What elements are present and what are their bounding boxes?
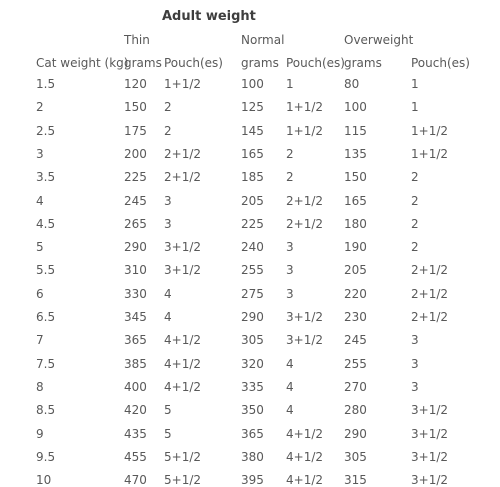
overweight-pouches-cell: 2+1/2: [411, 287, 449, 301]
thin-pouches-cell: 4+1/2: [164, 380, 202, 394]
thin-pouches-cell: 2+1/2: [164, 147, 202, 161]
header-cat-weight: Cat weight (kg): [36, 56, 129, 70]
normal-pouches-cell: 1: [286, 77, 294, 91]
normal-grams-cell: 145: [241, 124, 264, 138]
overweight-pouches-cell: 1+1/2: [411, 124, 449, 138]
table-title: Adult weight: [162, 9, 256, 24]
overweight-pouches-cell: 2: [411, 217, 419, 231]
overweight-pouches-cell: 2: [411, 194, 419, 208]
cat-weight-cell: 2.5: [36, 124, 56, 138]
thin-grams-cell: 225: [124, 170, 147, 184]
cat-weight-cell: 6: [36, 287, 44, 301]
overweight-grams-cell: 80: [344, 77, 360, 91]
normal-pouches-cell: 3: [286, 240, 294, 254]
group-header-normal: Normal: [241, 33, 285, 47]
thin-grams-cell: 455: [124, 450, 147, 464]
normal-grams-cell: 275: [241, 287, 264, 301]
thin-grams-cell: 400: [124, 380, 147, 394]
thin-grams-cell: 345: [124, 310, 147, 324]
thin-pouches-cell: 4+1/2: [164, 333, 202, 347]
thin-grams-cell: 330: [124, 287, 147, 301]
normal-grams-cell: 240: [241, 240, 264, 254]
thin-pouches-cell: 2: [164, 124, 172, 138]
thin-grams-cell: 245: [124, 194, 147, 208]
thin-pouches-cell: 5+1/2: [164, 473, 202, 487]
normal-pouches-cell: 3: [286, 263, 294, 277]
normal-pouches-cell: 4+1/2: [286, 450, 324, 464]
overweight-grams-cell: 205: [344, 263, 367, 277]
header-overweight-pouches: Pouch(es): [411, 56, 470, 70]
normal-pouches-cell: 4: [286, 357, 294, 371]
cat-weight-cell: 3: [36, 147, 44, 161]
overweight-grams-cell: 180: [344, 217, 367, 231]
normal-pouches-cell: 2: [286, 170, 294, 184]
thin-grams-cell: 150: [124, 100, 147, 114]
normal-grams-cell: 305: [241, 333, 264, 347]
overweight-grams-cell: 315: [344, 473, 367, 487]
thin-grams-cell: 435: [124, 427, 147, 441]
thin-grams-cell: 120: [124, 77, 147, 91]
cat-weight-cell: 7: [36, 333, 44, 347]
cat-weight-cell: 5.5: [36, 263, 56, 277]
cat-weight-cell: 6.5: [36, 310, 56, 324]
overweight-grams-cell: 190: [344, 240, 367, 254]
thin-grams-cell: 420: [124, 403, 147, 417]
normal-grams-cell: 205: [241, 194, 264, 208]
overweight-pouches-cell: 3: [411, 380, 419, 394]
normal-pouches-cell: 2+1/2: [286, 194, 324, 208]
overweight-grams-cell: 220: [344, 287, 367, 301]
normal-grams-cell: 125: [241, 100, 264, 114]
normal-pouches-cell: 3: [286, 287, 294, 301]
normal-grams-cell: 290: [241, 310, 264, 324]
thin-grams-cell: 365: [124, 333, 147, 347]
normal-pouches-cell: 2+1/2: [286, 217, 324, 231]
thin-grams-cell: 290: [124, 240, 147, 254]
normal-grams-cell: 350: [241, 403, 264, 417]
overweight-pouches-cell: 3+1/2: [411, 427, 449, 441]
overweight-pouches-cell: 2+1/2: [411, 310, 449, 324]
thin-pouches-cell: 3+1/2: [164, 240, 202, 254]
overweight-pouches-cell: 3+1/2: [411, 473, 449, 487]
thin-pouches-cell: 2: [164, 100, 172, 114]
overweight-grams-cell: 290: [344, 427, 367, 441]
normal-grams-cell: 380: [241, 450, 264, 464]
normal-grams-cell: 395: [241, 473, 264, 487]
thin-grams-cell: 175: [124, 124, 147, 138]
cat-weight-cell: 3.5: [36, 170, 56, 184]
thin-grams-cell: 265: [124, 217, 147, 231]
normal-pouches-cell: 1+1/2: [286, 124, 324, 138]
normal-grams-cell: 185: [241, 170, 264, 184]
normal-pouches-cell: 2: [286, 147, 294, 161]
overweight-pouches-cell: 1+1/2: [411, 147, 449, 161]
overweight-pouches-cell: 3+1/2: [411, 403, 449, 417]
overweight-pouches-cell: 2: [411, 170, 419, 184]
normal-grams-cell: 365: [241, 427, 264, 441]
header-normal-pouches: Pouch(es): [286, 56, 345, 70]
normal-pouches-cell: 4+1/2: [286, 473, 324, 487]
overweight-grams-cell: 270: [344, 380, 367, 394]
overweight-pouches-cell: 3: [411, 333, 419, 347]
cat-weight-cell: 4: [36, 194, 44, 208]
thin-pouches-cell: 3: [164, 217, 172, 231]
thin-grams-cell: 470: [124, 473, 147, 487]
cat-weight-cell: 7.5: [36, 357, 56, 371]
normal-pouches-cell: 4: [286, 380, 294, 394]
normal-pouches-cell: 3+1/2: [286, 333, 324, 347]
group-header-overweight: Overweight: [344, 33, 414, 47]
overweight-grams-cell: 245: [344, 333, 367, 347]
cat-weight-cell: 4.5: [36, 217, 56, 231]
cat-weight-cell: 2: [36, 100, 44, 114]
thin-pouches-cell: 5: [164, 427, 172, 441]
cat-weight-cell: 8.5: [36, 403, 56, 417]
normal-grams-cell: 165: [241, 147, 264, 161]
overweight-grams-cell: 255: [344, 357, 367, 371]
overweight-grams-cell: 165: [344, 194, 367, 208]
cat-weight-cell: 8: [36, 380, 44, 394]
cat-weight-cell: 9: [36, 427, 44, 441]
overweight-pouches-cell: 1: [411, 100, 419, 114]
normal-pouches-cell: 4+1/2: [286, 427, 324, 441]
cat-weight-cell: 10: [36, 473, 52, 487]
thin-grams-cell: 385: [124, 357, 147, 371]
thin-pouches-cell: 3+1/2: [164, 263, 202, 277]
normal-grams-cell: 100: [241, 77, 264, 91]
thin-pouches-cell: 2+1/2: [164, 170, 202, 184]
thin-pouches-cell: 3: [164, 194, 172, 208]
normal-pouches-cell: 4: [286, 403, 294, 417]
overweight-grams-cell: 230: [344, 310, 367, 324]
overweight-grams-cell: 100: [344, 100, 367, 114]
cat-weight-cell: 5: [36, 240, 44, 254]
normal-pouches-cell: 1+1/2: [286, 100, 324, 114]
thin-grams-cell: 310: [124, 263, 147, 277]
overweight-grams-cell: 115: [344, 124, 367, 138]
normal-grams-cell: 225: [241, 217, 264, 231]
header-thin-grams: grams: [124, 56, 162, 70]
overweight-pouches-cell: 2+1/2: [411, 263, 449, 277]
thin-pouches-cell: 5+1/2: [164, 450, 202, 464]
thin-grams-cell: 200: [124, 147, 147, 161]
overweight-pouches-cell: 1: [411, 77, 419, 91]
overweight-grams-cell: 280: [344, 403, 367, 417]
cat-weight-cell: 1.5: [36, 77, 56, 91]
overweight-grams-cell: 135: [344, 147, 367, 161]
overweight-pouches-cell: 3: [411, 357, 419, 371]
normal-grams-cell: 320: [241, 357, 264, 371]
overweight-grams-cell: 150: [344, 170, 367, 184]
header-thin-pouches: Pouch(es): [164, 56, 223, 70]
header-overweight-grams: grams: [344, 56, 382, 70]
thin-pouches-cell: 5: [164, 403, 172, 417]
thin-pouches-cell: 4: [164, 310, 172, 324]
normal-pouches-cell: 3+1/2: [286, 310, 324, 324]
group-header-thin: Thin: [124, 33, 150, 47]
thin-pouches-cell: 1+1/2: [164, 77, 202, 91]
overweight-grams-cell: 305: [344, 450, 367, 464]
overweight-pouches-cell: 2: [411, 240, 419, 254]
cat-weight-cell: 9.5: [36, 450, 56, 464]
thin-pouches-cell: 4: [164, 287, 172, 301]
thin-pouches-cell: 4+1/2: [164, 357, 202, 371]
normal-grams-cell: 335: [241, 380, 264, 394]
header-normal-grams: grams: [241, 56, 279, 70]
overweight-pouches-cell: 3+1/2: [411, 450, 449, 464]
normal-grams-cell: 255: [241, 263, 264, 277]
